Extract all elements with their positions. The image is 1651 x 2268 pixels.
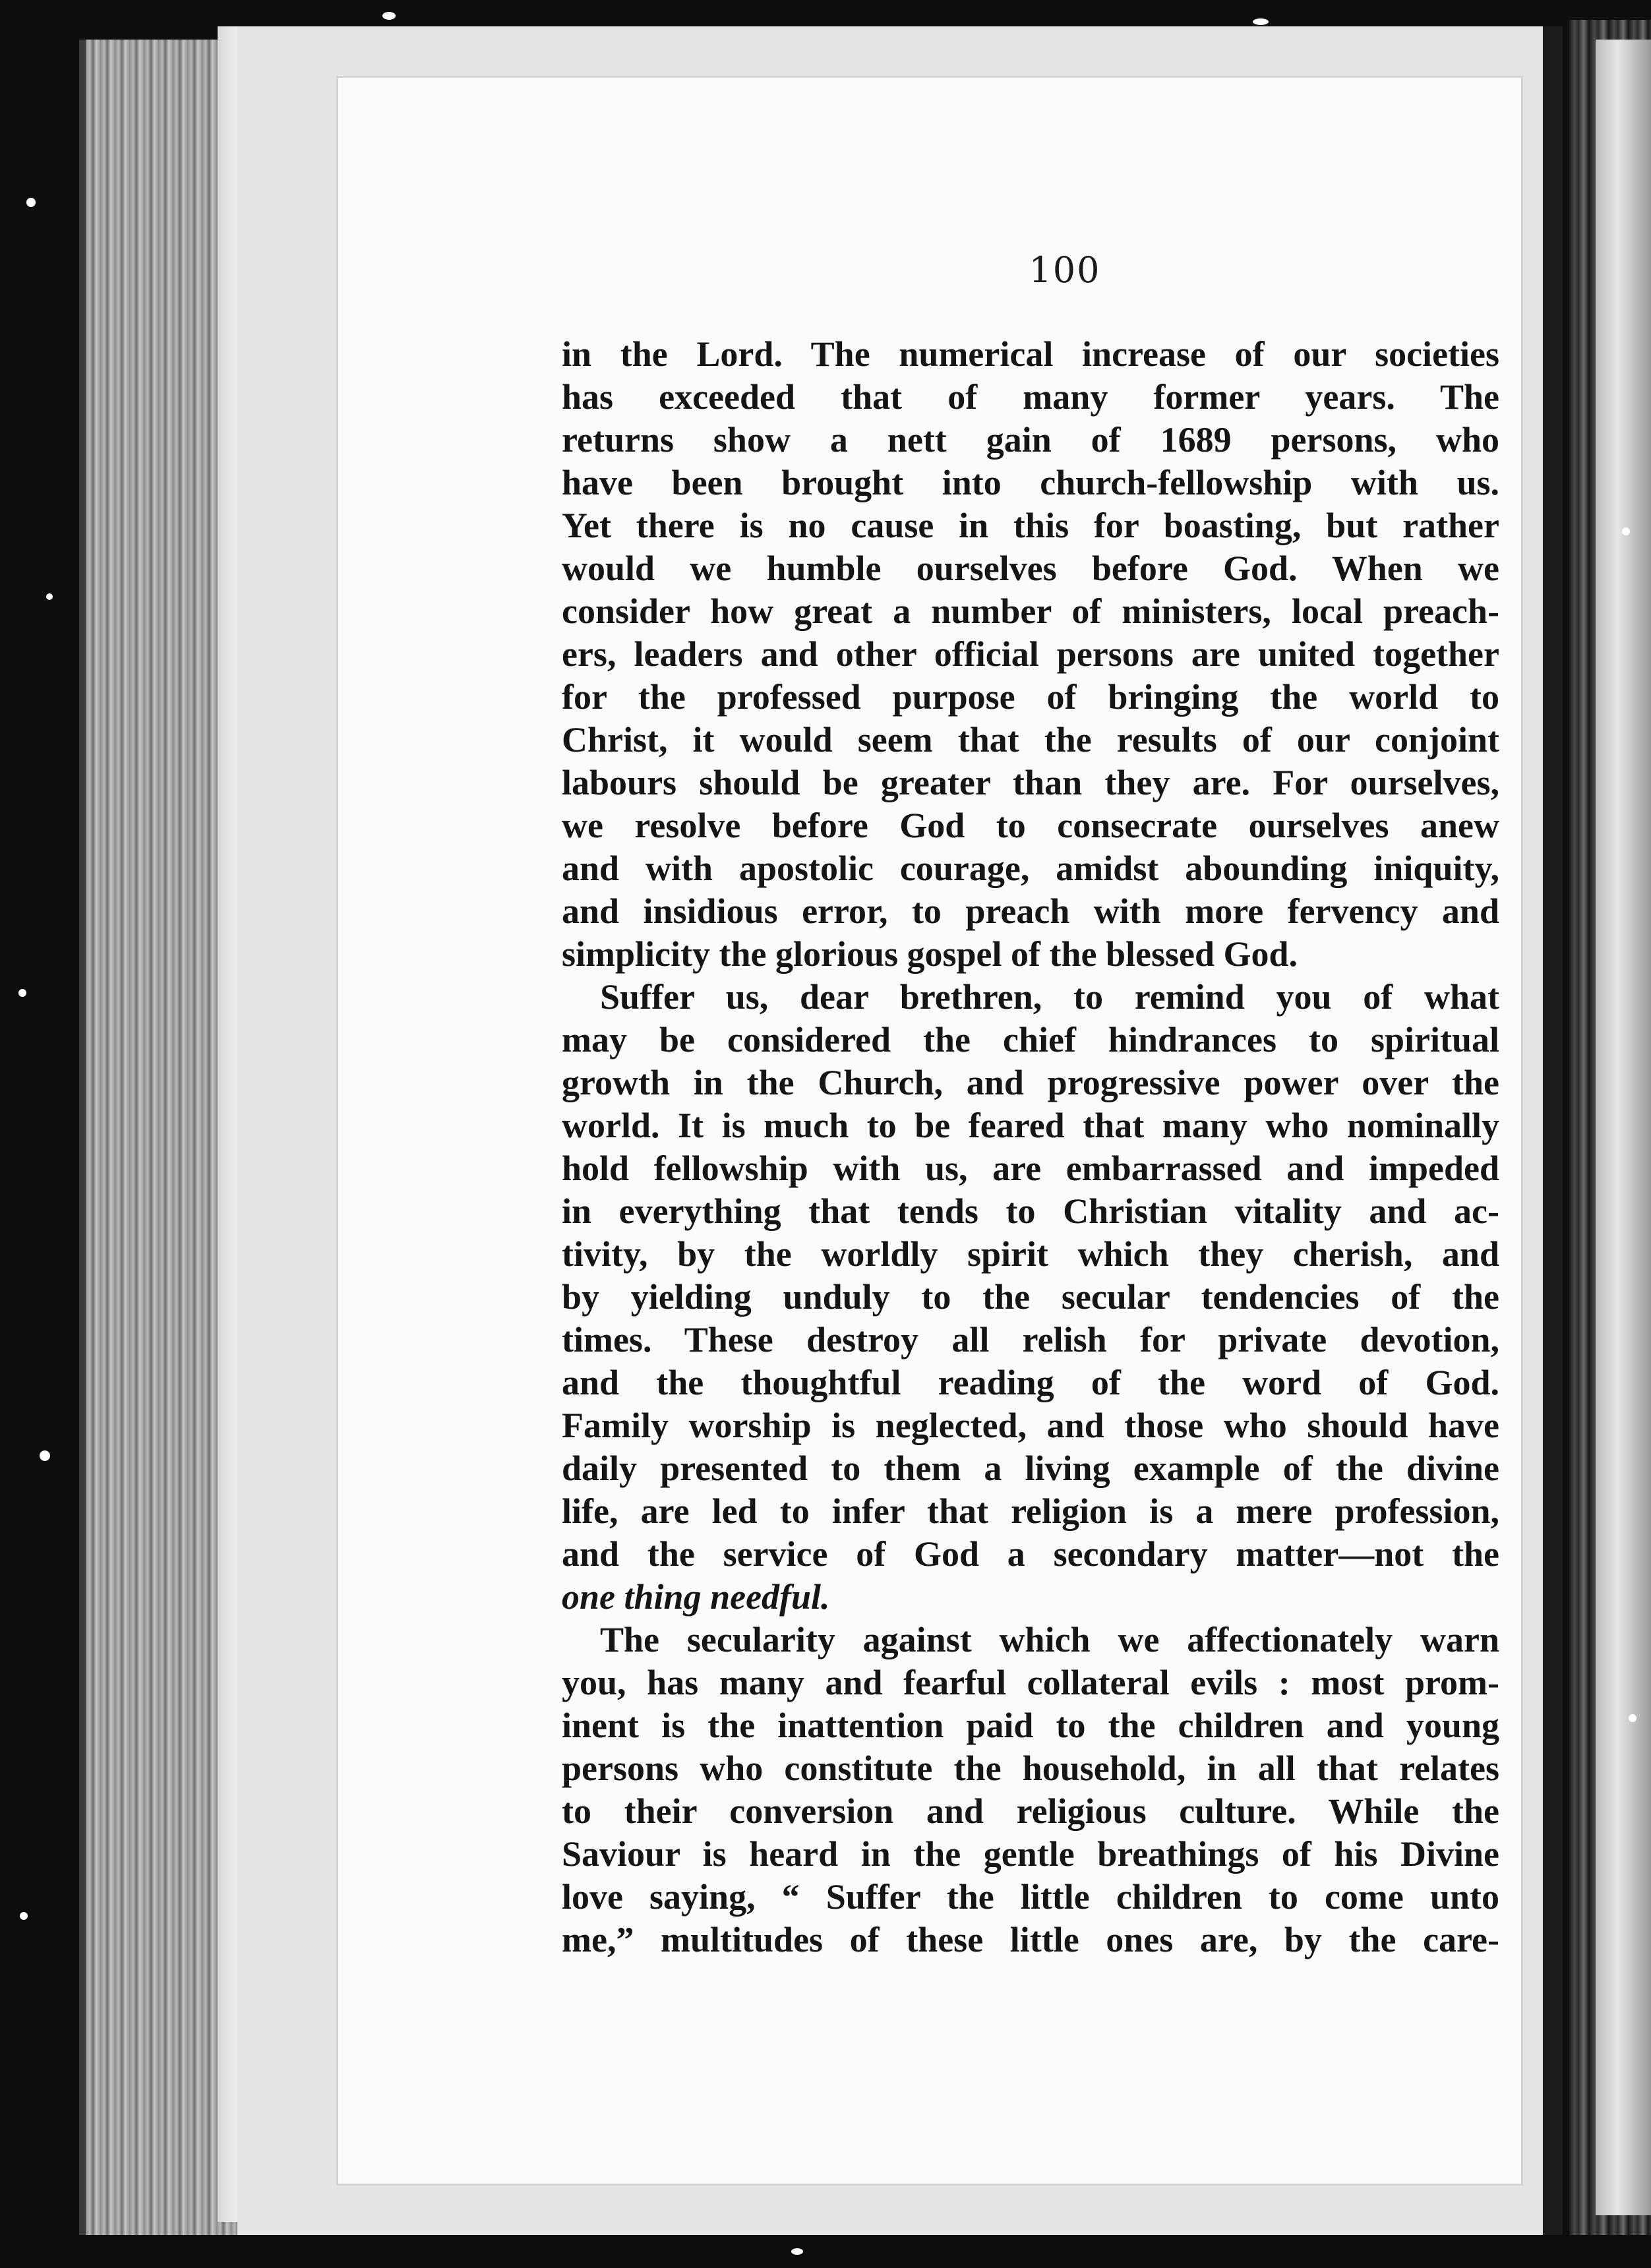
text-line: Saviour is heard in the gentle breathings of his Divine	[562, 1834, 1499, 1874]
text-line: may be considered the chief hindrances to spiritual	[562, 1020, 1499, 1059]
text-line: me,” multitudes of these little ones are, by the care-	[562, 1920, 1499, 1959]
text-line: simplicity the glorious gospel of the blessed God.	[562, 934, 1298, 974]
text-line-italic: one thing needful.	[562, 1577, 830, 1617]
scan-speck	[791, 2248, 803, 2255]
scan-speck	[18, 989, 26, 997]
text-line: life, are led to infer that religion is a mere profession,	[562, 1491, 1499, 1531]
text-line: Family worship is neglected, and those who should have	[562, 1406, 1499, 1445]
book-fore-edge	[79, 40, 237, 2235]
text-line: Christ, it would seem that the results of our conjoint	[562, 720, 1499, 760]
text-line: and insidious error, to preach with more fervency and	[562, 891, 1499, 931]
text-line: in everything that tends to Christian vitality and ac-	[562, 1191, 1499, 1231]
scan-speck	[382, 12, 396, 20]
text-line: by yielding unduly to the secular tendencies of the	[562, 1277, 1499, 1317]
scan-speck	[1622, 527, 1630, 535]
scan-speck	[40, 1450, 50, 1461]
body-text	[562, 333, 1499, 1961]
text-line: you, has many and fearful collateral evils : most prom-	[562, 1663, 1499, 1702]
text-line: world. It is much to be feared that many who nominally	[562, 1106, 1499, 1145]
text-line: inent is the inattention paid to the children and young	[562, 1706, 1499, 1745]
scan-speck	[20, 1912, 28, 1920]
scan-speck	[1629, 1714, 1636, 1722]
scan-speck	[46, 593, 53, 600]
text-line: returns show a nett gain of 1689 persons, who	[562, 420, 1499, 460]
text-line: ers, leaders and other official persons are united together	[562, 634, 1499, 674]
text-line: love saying, “ Suffer the little children to come unto	[562, 1877, 1499, 1917]
page-number: 100	[1029, 249, 1101, 291]
text-line: and the thoughtful reading of the word of God.	[562, 1363, 1499, 1402]
text-line: in the Lord. The numerical increase of our societies	[562, 334, 1499, 374]
text-line: has exceeded that of many former years. The	[562, 377, 1499, 417]
text-line: have been brought into church-fellowship with us.	[562, 463, 1499, 502]
text-line: for the professed purpose of bringing the world to	[562, 677, 1499, 717]
text-line: we resolve before God to consecrate ourselves anew	[562, 806, 1499, 845]
text-line: to their conversion and religious culture. While the	[562, 1791, 1499, 1831]
text-line: consider how great a number of ministers, local preach-	[562, 591, 1499, 631]
scan-speck	[1253, 18, 1269, 25]
text-line: daily presented to them a living example of the divine	[562, 1448, 1499, 1488]
adjacent-page-edge	[1596, 40, 1651, 2215]
text-line: Suffer us, dear brethren, to remind you of what	[600, 977, 1499, 1017]
text-line: Yet there is no cause in this for boasting, but rather	[562, 506, 1499, 545]
text-line: tivity, by the worldly spirit which they cherish, and	[562, 1234, 1499, 1274]
text-line: hold fellowship with us, are embarrassed and impeded	[562, 1149, 1499, 1188]
text-line: labours should be greater than they are. For ourselves,	[562, 763, 1499, 802]
text-line: and the service of God a secondary matter—not the	[562, 1534, 1499, 1574]
text-line: growth in the Church, and progressive power over the	[562, 1063, 1499, 1102]
scan-speck	[26, 198, 36, 207]
text-line: and with apostolic courage, amidst abounding iniquity,	[562, 849, 1499, 888]
text-line: The secularity against which we affectionately warn	[600, 1620, 1499, 1659]
text-line: times. These destroy all relish for private devotion,	[562, 1320, 1499, 1359]
text-line: would we humble ourselves before God. When we	[562, 549, 1499, 588]
text-line: persons who constitute the household, in all that relates	[562, 1748, 1499, 1788]
